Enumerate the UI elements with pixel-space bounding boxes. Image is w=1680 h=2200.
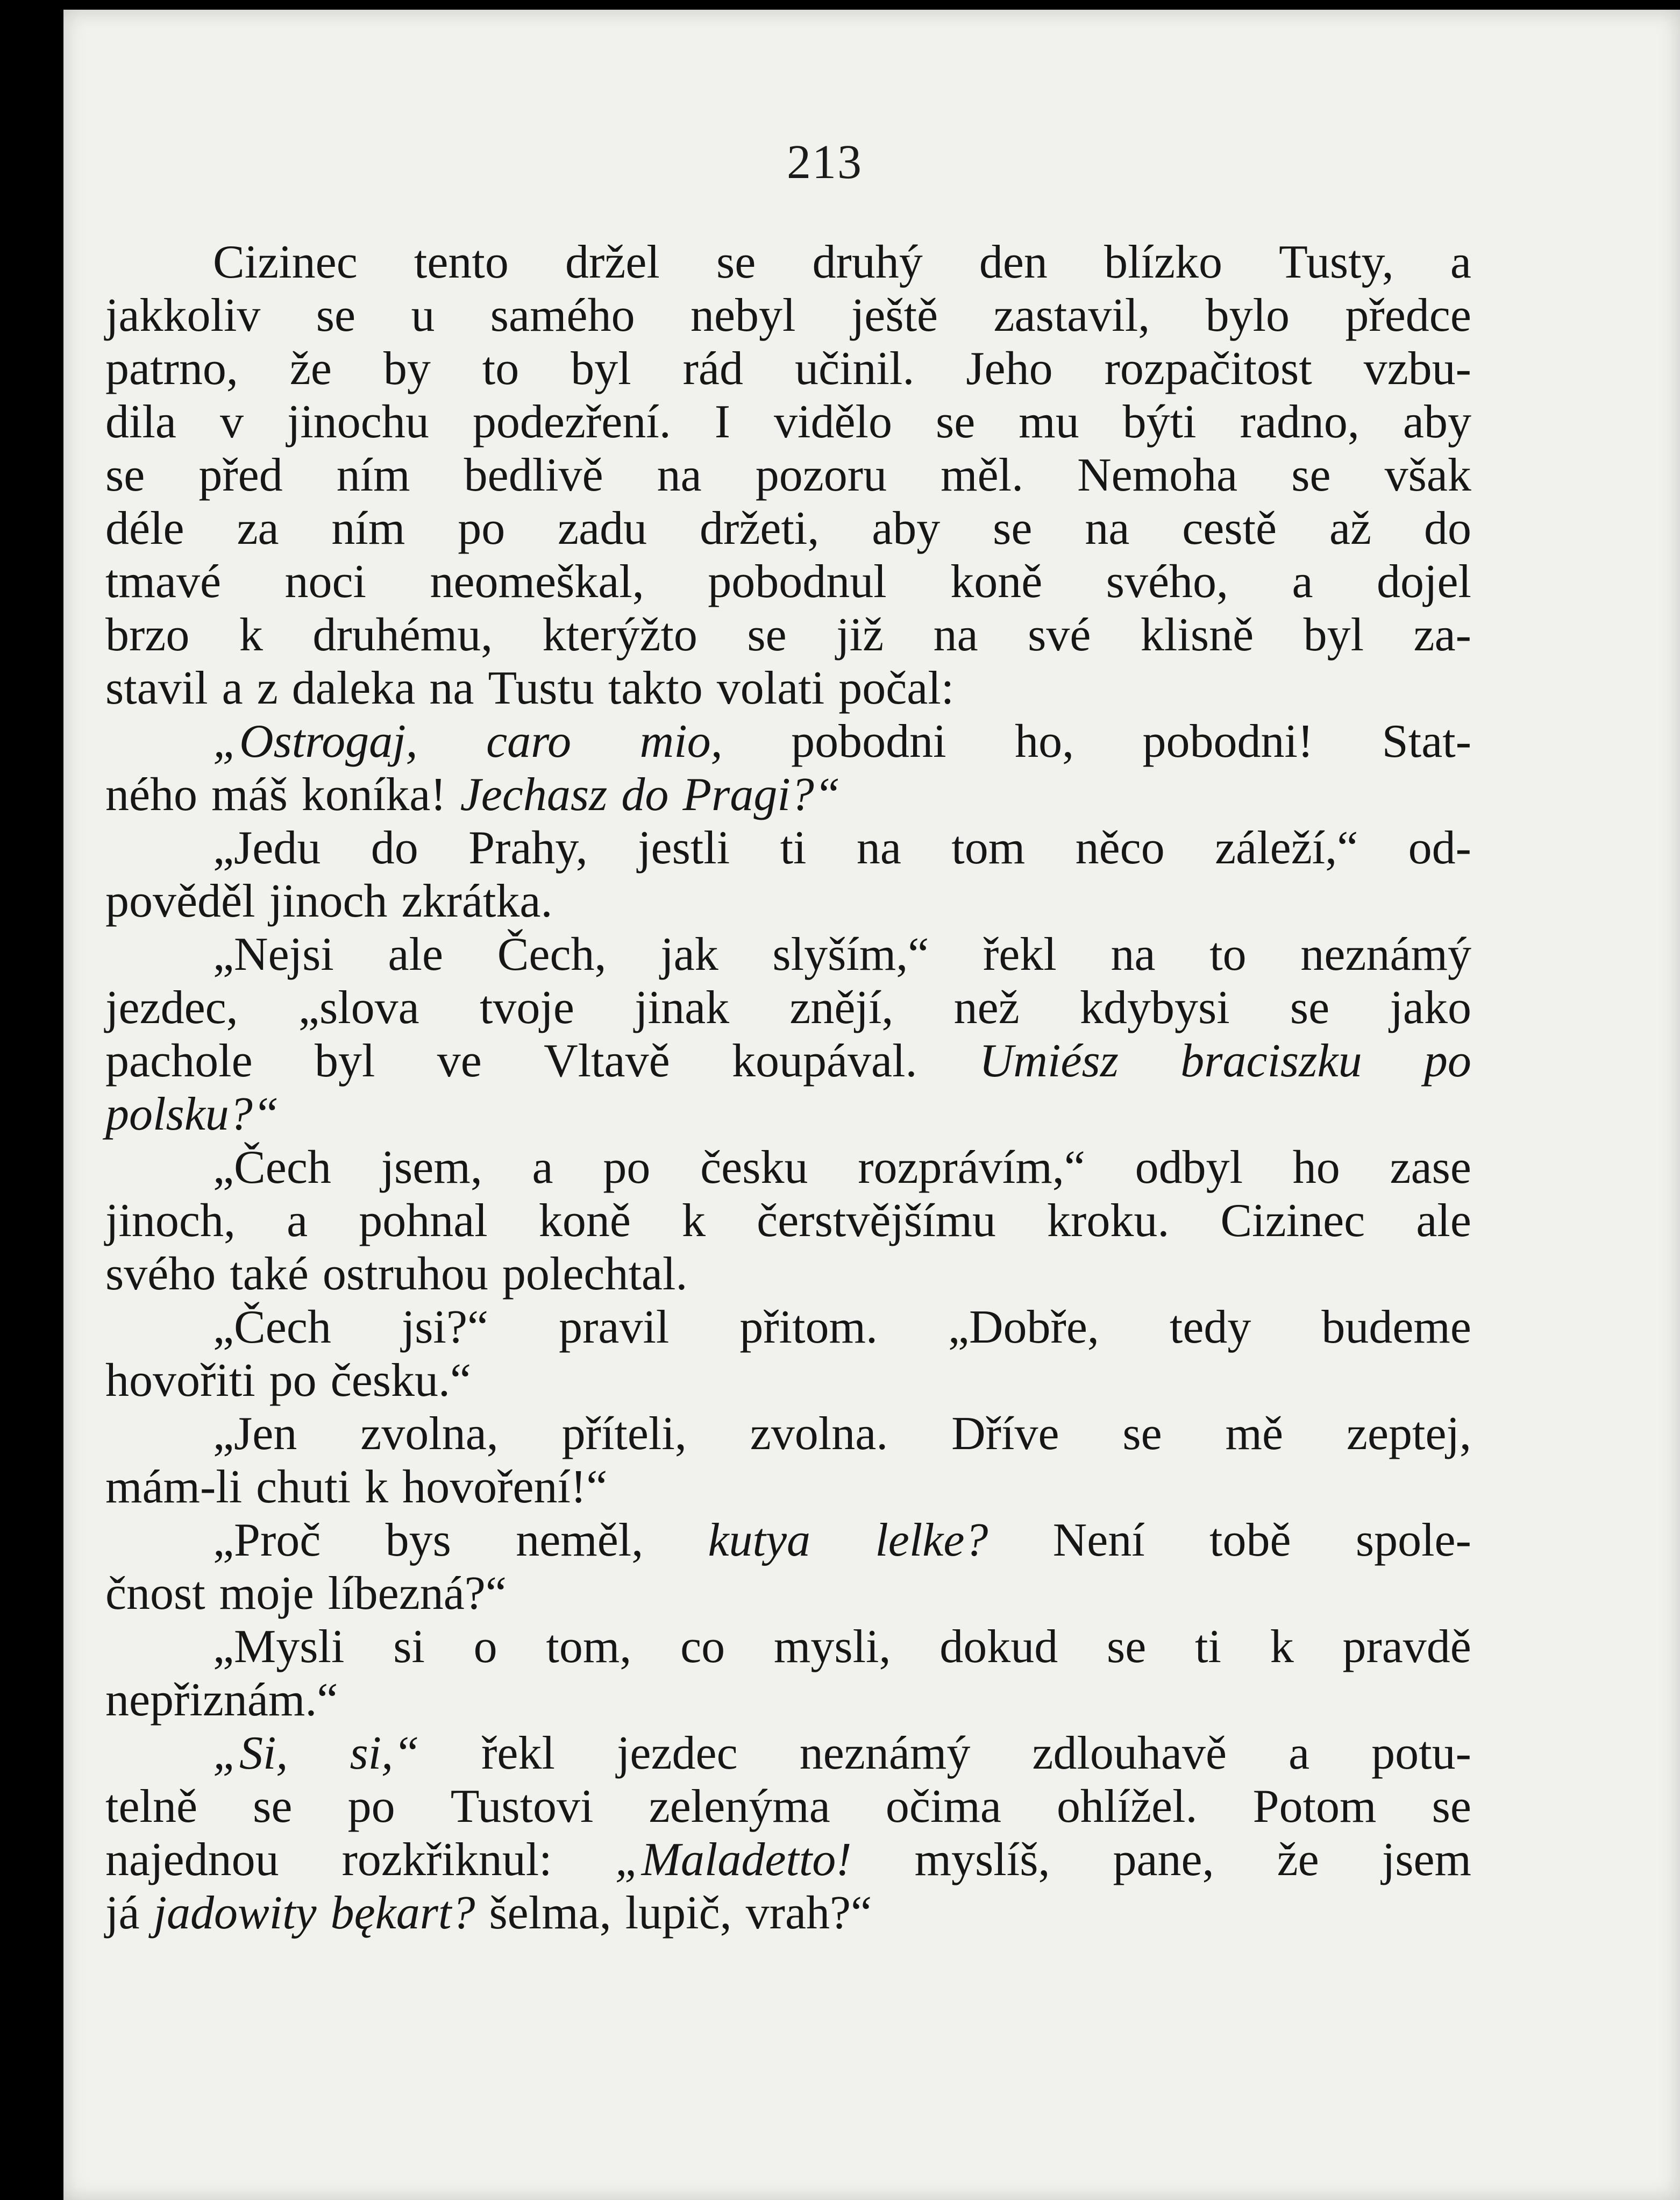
word: jinoch, [105,1195,236,1247]
word: řekl [481,1727,555,1779]
word: své [1028,609,1091,661]
word: to [1209,928,1247,981]
word: zastavil, [993,289,1150,342]
word: do [1423,502,1471,555]
word: mysli, [773,1621,891,1673]
word: Potom [1252,1780,1377,1833]
word: byl [571,343,631,395]
word: vidělo [774,396,892,448]
page-number: 213 [787,136,863,189]
word: jestli [638,822,730,874]
word: přitom. [739,1301,878,1353]
word: neomeškal, [430,556,644,608]
word: k [365,1461,389,1513]
word: zadu [558,502,647,555]
word: jezdec [616,1727,738,1779]
word: ostruhou [322,1248,488,1300]
word: na [1085,502,1130,555]
word: telně [105,1780,198,1833]
word: zvolna. [750,1408,888,1460]
word: Cizinec [1220,1195,1365,1247]
word: spole- [1355,1514,1471,1566]
word: byl [1303,609,1364,661]
word: aby [872,502,941,555]
word: kterýžto [542,609,697,661]
word: Stat- [1382,715,1471,768]
word: dila [105,396,176,448]
word: myslíš, [914,1834,1050,1886]
word: Cizinec [213,236,358,288]
word: a [1289,1727,1310,1779]
word: noci [284,556,366,608]
text-line [105,1247,1471,1301]
word: zvolna, [360,1408,499,1460]
word: podezření. [472,396,671,448]
word: jako [1390,982,1471,1034]
word: druhý [812,236,923,288]
word: se [1122,1408,1162,1460]
word: zdlouhavě [1032,1727,1227,1779]
word: tom, [546,1621,632,1673]
word: čnost [105,1567,205,1620]
word: o [473,1621,497,1673]
word: se [1106,1621,1147,1673]
word: Tustovi [450,1780,594,1833]
word: jakkoliv [105,289,261,342]
text-line [105,1194,1471,1247]
word: blízko [1104,236,1223,288]
word: „Jen [213,1408,297,1460]
word: se [253,1780,293,1833]
word: se [1432,1780,1471,1833]
text-line [105,662,1471,715]
word: a [1292,556,1313,608]
word: z [257,662,278,714]
word: koně [538,1195,631,1247]
text-line [105,1407,1471,1460]
word: koně [950,556,1043,608]
word: nebyl [690,289,796,342]
word: něco [1075,822,1165,874]
word: rád [682,343,743,395]
word: držeti, [700,502,820,555]
word: co [680,1621,725,1673]
word: záleží,“ [1215,822,1358,874]
word: ného [105,769,198,821]
word: počal: [838,662,955,714]
word: se [1290,982,1330,1034]
word: držel [565,236,660,288]
word: po [1423,1035,1471,1087]
word: až [1329,502,1372,555]
word: Nemoha [1077,449,1238,501]
word: se [747,609,787,661]
text-line [105,768,1471,821]
word: bedlivě [464,449,603,501]
word: a [532,1141,553,1194]
word: tobě [1209,1514,1291,1566]
word: koníka! [301,769,446,821]
word: Umiész [979,1035,1119,1087]
word: se [1291,449,1331,501]
text-line [105,821,1471,875]
word: a [222,662,243,714]
word: se [993,502,1033,555]
word: pobodni [791,715,946,768]
word: mám-li [105,1461,243,1513]
text-line [105,1514,1471,1567]
word: „Maladetto! [615,1834,852,1886]
word: rozpačitost [1104,343,1312,395]
word: ale [388,928,444,981]
word: polechtal. [502,1248,688,1300]
word: jsem, [381,1141,482,1194]
word: pověděl [105,875,255,927]
word: caro [486,715,572,768]
text-line [105,1727,1471,1780]
text-line [105,928,1471,981]
word: to [482,343,519,395]
word: jinoch [269,875,388,927]
word: se [105,449,145,501]
word: na [856,822,901,874]
text-line [105,875,1471,928]
word: bys [385,1514,451,1566]
word: dokud [939,1621,1058,1673]
word: se [935,396,976,448]
word: pohnal [359,1195,488,1247]
word: ním [331,502,405,555]
word: zase [1390,1141,1471,1194]
word: po [347,1780,395,1833]
word: a [1450,236,1471,288]
word: jsem [1382,1834,1471,1886]
word: také [230,1248,309,1300]
word: ve [437,1035,482,1087]
word: daleka [291,662,416,714]
text-line [105,981,1471,1034]
word: svého, [1106,556,1229,608]
word: samého [490,289,635,342]
word: Není [1052,1514,1145,1566]
word: Vltavě [544,1035,670,1087]
word: v [219,396,244,448]
word: „Mysli [213,1621,345,1673]
text-line [105,1620,1471,1673]
word: ještě [851,289,938,342]
word: mě [1225,1408,1284,1460]
text-line [105,236,1471,289]
text-line [105,1886,1471,1940]
word: si,“ [350,1727,420,1779]
word: že [1277,1834,1319,1886]
word: potu- [1371,1727,1471,1779]
text-line [105,342,1471,395]
word: jinak [635,982,730,1034]
word: Dříve [951,1408,1059,1460]
word: tvoje [479,982,574,1034]
word: byl [314,1035,375,1087]
word: pachole [105,1035,253,1087]
word: tmavé [105,556,222,608]
word: odbyl [1135,1141,1243,1194]
word: moje [219,1567,314,1620]
text-line [105,289,1471,342]
word: znějí, [789,982,894,1034]
word: tom [951,822,1026,874]
word: slyším,“ [772,928,929,981]
word: já [105,1887,140,1939]
word: aby [1403,396,1471,448]
word: „Dobře, [948,1301,1099,1353]
word: polsku?“ [105,1088,279,1140]
word: jezdec, [105,982,238,1034]
word: však [1384,449,1471,501]
word: jak [660,928,718,981]
word: hovořiti [105,1354,255,1407]
word: mu [1019,396,1079,448]
body-text [105,236,1471,1940]
word: po [603,1141,651,1194]
text-line [105,449,1471,502]
word: na [429,662,474,714]
word: neznámý [799,1727,971,1779]
word: „Proč [213,1514,321,1566]
word: najednou [105,1834,279,1886]
word: stavil [105,662,208,714]
text-line [105,1833,1471,1886]
word: čerstvějšímu [757,1195,996,1247]
word: lelke? [875,1514,988,1566]
word: „Čech [213,1141,331,1194]
text-line [105,1673,1471,1727]
word: do [371,822,418,874]
text-line [105,1034,1471,1088]
word: „Nejsi [213,928,334,981]
word: máš [211,769,288,821]
word: kutya [708,1514,811,1566]
text-line [105,1141,1471,1194]
word: ho, [1015,715,1074,768]
word: do [621,769,669,821]
word: hovoření!“ [402,1461,608,1513]
word: pravil [559,1301,670,1353]
word: líbezná?“ [328,1567,507,1620]
word: radno, [1240,396,1359,448]
word: řekl [983,928,1057,981]
word: za [237,502,279,555]
word: ti [780,822,807,874]
word: svého [105,1248,216,1300]
word: braciszku [1180,1035,1362,1087]
word: Pragi?“ [682,769,841,821]
word: za- [1413,609,1471,661]
word: pobodnul [708,556,887,608]
word: tedy [1169,1301,1251,1353]
word: Prahy, [468,822,588,874]
word: měl. [941,449,1024,501]
word: Jechasz [460,769,608,821]
word: již [836,609,884,661]
word: česku [700,1141,808,1194]
word: býti [1122,396,1197,448]
word: den [979,236,1048,288]
word: a [287,1195,308,1247]
word: kdybysi [1079,982,1230,1034]
word: ohlížel. [1057,1780,1198,1833]
word: brzo [105,609,190,661]
word: od- [1408,822,1471,874]
word: by [383,343,431,395]
word: si [393,1621,425,1673]
word: jadowity [153,1887,317,1939]
word: zkrátka. [401,875,553,927]
word: po [269,1354,317,1407]
word: zeptej, [1346,1408,1471,1460]
word: koupával. [731,1035,917,1087]
word: pobodni! [1142,715,1314,768]
text-line [105,1460,1471,1514]
word: ním [336,449,410,501]
text-line [105,1780,1471,1833]
word: budeme [1321,1301,1471,1353]
word: rozkřiknul: [341,1834,552,1886]
word: ti [1195,1621,1221,1673]
text-line [105,395,1471,449]
word: jinochu [287,396,429,448]
word: „slova [298,982,419,1034]
word: neměl, [516,1514,644,1566]
word: Tusty, [1279,236,1394,288]
word: pozoru [755,449,887,501]
word: cestě [1182,502,1277,555]
word: nepřiznám.“ [105,1674,338,1726]
word: se [316,289,356,342]
word: „Čech [213,1301,331,1353]
word: k [682,1195,706,1247]
word: „Jedu [213,822,321,874]
word: chuti [256,1461,351,1513]
word: bękart? [330,1887,475,1939]
word: na [933,609,978,661]
word: ale [1416,1195,1471,1247]
word: déle [105,502,184,555]
text-line [105,502,1471,555]
word: neznámý [1300,928,1471,981]
word: předce [1345,289,1471,342]
word: Čech, [497,928,607,981]
word: pravdě [1342,1621,1471,1673]
word: kroku. [1047,1195,1170,1247]
word: Jeho [966,343,1053,395]
word: mio, [639,715,723,768]
word: druhému, [312,609,493,661]
book-page [63,10,1680,2200]
text-line [105,555,1471,608]
word: očima [885,1780,1001,1833]
text-line [105,1301,1471,1354]
word: rozprávím,“ [858,1141,1085,1194]
word: k [239,609,263,661]
word: příteli, [561,1408,687,1460]
word: takto [608,662,703,714]
word: jsi?“ [401,1301,489,1353]
word: patrno, [105,343,238,395]
word: volati [716,662,825,714]
word: na [1110,928,1156,981]
word: klisně [1140,609,1254,661]
word: než [953,982,1020,1034]
word: lupič, [625,1887,732,1939]
word: dojel [1377,556,1471,608]
word: se [716,236,756,288]
text-line [105,1354,1471,1407]
word: Tustu [488,662,594,714]
word: u [411,289,435,342]
word: česku.“ [330,1354,472,1407]
word: pane, [1113,1834,1214,1886]
word: před [198,449,283,501]
word: vrah?“ [745,1887,872,1939]
text-line [105,608,1471,662]
word: ho [1292,1141,1340,1194]
word: „Si, [213,1727,288,1779]
word: vzbu- [1363,343,1471,395]
text-line [105,1567,1471,1620]
word: po [458,502,506,555]
word: na [657,449,702,501]
word: I [714,396,731,448]
word: k [1270,1621,1294,1673]
word: zelenýma [649,1780,830,1833]
text-line [105,1088,1471,1141]
word: učinil. [794,343,915,395]
word: tento [414,236,509,288]
word: že [289,343,332,395]
word: „Ostrogaj, [213,715,418,768]
word: bylo [1205,289,1290,342]
text-line [105,715,1471,768]
word: šelma, [489,1887,611,1939]
